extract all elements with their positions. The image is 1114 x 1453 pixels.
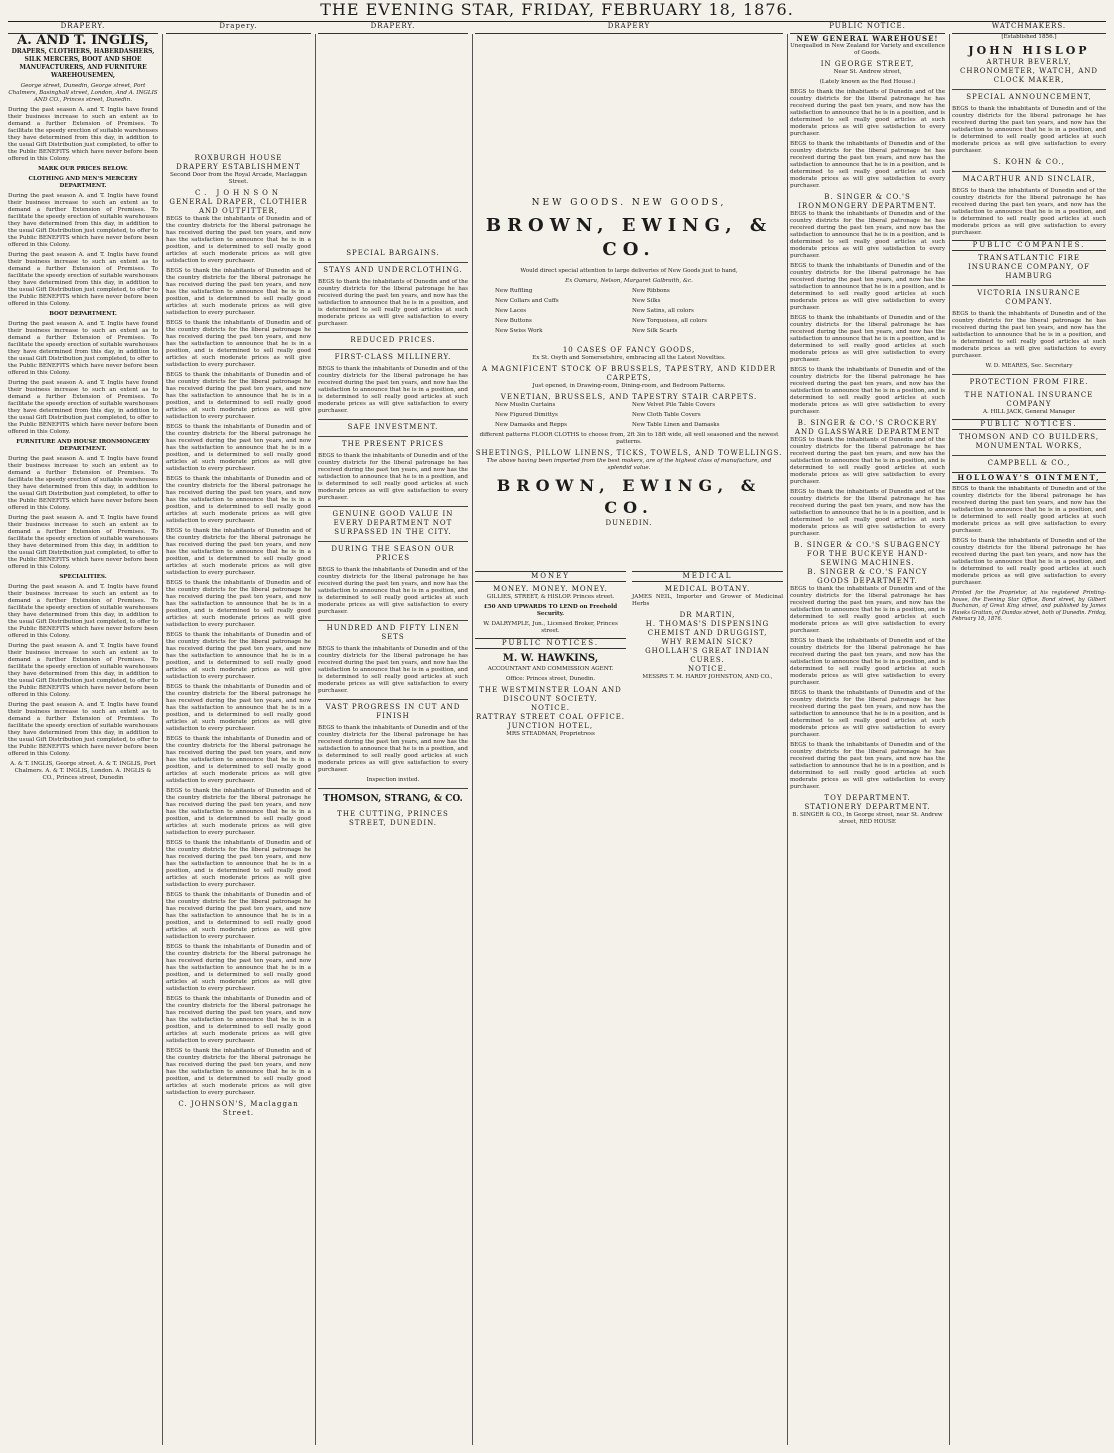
notice-hardy: MESSRS T. M. HARDY JOHNSTON, AND CO., [642,674,773,680]
brown-left2 [495,402,626,432]
cutting-vast-progress: VAST PROGRESS IN CUT AND FINISH [318,699,468,721]
singer-toy: TOY DEPARTMENT. [824,794,911,802]
money-dalrymple: W. DALRYMPLE, Jun., Licensed Broker, Princes street. [483,621,618,634]
cutting-genuine-value: GENUINE GOOD VALUE IN EVERY DEPARTMENT NOT SURPASSED IN THE CITY. [318,506,468,537]
singer-body-2: BEGS to thank the inhabitants of Dunedin and of the country districts for the liberal patronage he has received during the past ten years, and now has the satisfaction to announce that he is in a position, and is determined to sell really good articles at such moderate prices as will give satisfaction to every purchaser. [790,141,945,189]
brown-item-torquoises: New Torquoises, all colors [632,318,707,324]
brown-item-satins: New Satins, all colors [632,308,694,314]
singer-sub: Unequalled in New Zealand for Variety and excellence of Goods. [790,43,945,56]
inglis-body-repeat: During the past season A. and T. Inglis have found their business increase to such an extent as to demand a further Extension of Premises. To facilitate the speedy erection of suitable warehouses they have determined from this day, in addition to the usual Gift Distribution just completed, to offer to the Public BENEFITS which have never before been offered in this Colony. [8,193,158,248]
hislop-beverly: ARTHUR BEVERLY, [986,58,1072,66]
johnson-body: BEGS to thank the inhabitants of Dunedin and of the country districts for the liberal patronage he has received during the past ten years, and now has the satisfaction to announce that he is in a position, and is determined to sell really good articles at such moderate prices as will give satisfaction to every purchaser. [166,216,311,264]
imprint: Printed for the Proprietor, at his registered Printing-house, the Evening Star Office, Bond street, by Gilbert Buchanan, of Great King street, and published by James Hawks Grattan, of Dundas street, both of Dunedin. Friday, February 18, 1876. [952,590,1106,622]
money-title: MONEY. MONEY. MONEY. [493,585,608,593]
brown-item-dimittys: New Figured Dimittys [495,412,558,418]
brown-item-laces: New Laces [495,308,527,314]
singer-body-7: BEGS to thank the inhabitants of Dunedin and of the country districts for the liberal patronage he has received during the past ten years, and now has the satisfaction to announce that he is in a position, and is determined to sell really good articles at such moderate prices as will give satisfaction to every purchaser. [790,437,945,485]
inglis-body-repeat-5: During the past season A. and T. Inglis have found their business increase to such an extent as to demand a further Extension of Premises. To facilitate the speedy erection of suitable warehouses they have determined from this day, in addition to the usual Gift Distribution just completed, to offer to the Public BENEFITS which have never before been offered in this Colony. [8,456,158,511]
cutting-firm: THOMSON, STRANG, & CO. [318,788,468,806]
cutting-stays: STAYS AND UNDERCLOTHING. [318,262,468,275]
cutting-millinery-body: BEGS to thank the inhabitants of Dunedin and of the country districts for the liberal patronage he has received during the past ten years, and now has the satisfaction to announce that he is in a position, and is determined to sell really good articles at such moderate prices as will give satisfaction to every purchaser. [318,366,468,414]
brown-right2 [632,402,763,432]
cutting-linen-body: BEGS to thank the inhabitants of Dunedin and of the country districts for the liberal patronage he has received during the past ten years, and now has the satisfaction to announce that he is in a position, and is determined to sell really good articles at such moderate prices as will give satisfaction to every purchaser. [318,646,468,694]
johnson-body-10: BEGS to thank the inhabitants of Dunedin and of the country districts for the liberal patronage he has received during the past ten years, and now has the satisfaction to announce that he is in a position, and is determined to sell really good articles at such moderate prices as will give satisfaction to every purchaser. [166,684,311,732]
singer-body-10: BEGS to thank the inhabitants of Dunedin and of the country districts for the liberal patronage he has received during the past ten years, and now has the satisfaction to announce that he is in a position, and is determined to sell really good articles at such moderate prices as will give satisfaction to every purchaser. [790,638,945,686]
victoria-body: BEGS to thank the inhabitants of Dunedin and of the country districts for the liberal patronage he has received during the past ten years, and now has the satisfaction to announce that he is in a position, and is determined to sell really good articles at such moderate prices as will give satisfaction to every purchaser. [952,311,1106,359]
singer-sewing: B. SINGER & CO.'S SUBAGENCY FOR THE BUCKEYE HAND-SEWING MACHINES. [794,541,941,567]
junction-hotel: JUNCTION HOTEL, [507,722,594,730]
cutting-inspection: Inspection invited. [366,777,420,783]
public-companies-header: PUBLIC COMPANIES. [952,240,1106,251]
inglis-body-repeat-6: During the past season A. and T. Inglis have found their business increase to such an extent as to demand a further Extension of Premises. To facilitate the speedy erection of suitable warehouses they have determined from this day, in addition to the usual Gift Distribution just completed, to offer to the Public BENEFITS which have never before been offered in this Colony. [8,515,158,570]
victoria-meares: W. D. MEARES, Sec. Secretary [985,363,1073,369]
hawkins-name: M. W. HAWKINS, [502,653,599,664]
special-announcement: SPECIAL ANNOUNCEMENT, [952,89,1106,102]
singer-stationery: STATIONERY DEPARTMENT. [804,803,931,811]
hislop-chrono: CHRONOMETER, WATCH, AND CLOCK MAKER, [959,67,1098,84]
macarthur: MACARTHUR AND SINCLAIR, [952,171,1106,184]
inglis-body-repeat-4: During the past season A. and T. Inglis have found their business increase to such an extent as to demand a further Extension of Premises. To facilitate the speedy erection of suitable warehouses they have determined from this day, in addition to the usual Gift Distribution just completed, to offer to the Public BENEFITS which have never before been offered in this Colony. [8,380,158,435]
singer-body-12: BEGS to thank the inhabitants of Dunedin and of the country districts for the liberal patronage he has received during the past ten years, and now has the satisfaction to announce that he is in a position, and is determined to sell really good articles at such moderate prices as will give satisfaction to every purchaser. [790,742,945,790]
singer-crockery: B. SINGER & CO.'S CROCKERY AND GLASSWARE DEPARTMENT [794,419,941,436]
thomson-builders: THOMSON AND CO BUILDERS, MONUMENTAL WORKS, [958,433,1100,450]
cutting-reduced-prices: REDUCED PRICES. [318,332,468,345]
inglis-section-specialities: SPECIALITIES. [59,574,107,580]
money-header: MONEY [475,571,626,582]
steadman: MRS STEADMAN, Proprietress [506,731,595,737]
cutting-millinery: FIRST-CLASS MILLINERY. [318,349,468,362]
cutting-present-prices: THE PRESENT PRICES [318,436,468,449]
singer-body-9: BEGS to thank the inhabitants of Dunedin and of the country districts for the liberal patronage he has received during the past ten years, and now has the satisfaction to announce that he is in a position, and is determined to sell really good articles at such moderate prices as will give satisfaction to every purchaser. [790,586,945,634]
brown-item-swiss: New Swiss Work [495,328,543,334]
westminster: THE WESTMINSTER LOAN AND DISCOUNT SOCIETY. [479,686,622,703]
johnson-body-8: BEGS to thank the inhabitants of Dunedin and of the country districts for the liberal patronage he has received during the past ten years, and now has the satisfaction to announce that he is in a position, and is determined to sell really good articles at such moderate prices as will give satisfaction to every purchaser. [166,580,311,628]
singer-title: NEW GENERAL WAREHOUSE! [796,34,939,43]
brown-city: DUNEDIN. [605,519,653,527]
kohn-name: S. KOHN & CO., [993,158,1065,166]
roxburgh-title: ROXBURGH HOUSE [194,154,283,162]
johnson-body-6: BEGS to thank the inhabitants of Dunedin and of the country districts for the liberal patronage he has received during the past ten years, and now has the satisfaction to announce that he is in a position, and is determined to sell really good articles at such moderate prices as will give satisfaction to every purchaser. [166,476,311,524]
hamburg-insurance: TRANSATLANTIC FIRE INSURANCE COMPANY, OF HAMBURG [967,254,1090,280]
holloway-body-2: BEGS to thank the inhabitants of Dunedin and of the country districts for the liberal patronage he has received during the past ten years, and now has the satisfaction to announce that he is in a position, and is determined to sell really good articles at such moderate prices as will give satisfaction to every purchaser. [952,538,1106,586]
brown-firm: BROWN, EWING, & CO. [485,215,773,260]
singer-body-11: BEGS to thank the inhabitants of Dunedin and of the country districts for the liberal patronage he has received during the past ten years, and now has the satisfaction to announce that he is in a position, and is determined to sell really good articles at such moderate prices as will give satisfaction to every purchaser. [790,690,945,738]
hawkins-office: Office: Princes street, Dunedin. [505,676,596,682]
header-drapery-2: Drapery. [166,22,311,34]
brown-item-table-linen: New Table Linen and Damasks [632,422,720,428]
header-drapery-1: DRAPERY. [8,22,158,34]
brown-floor: different patterns FLOOR CLOTHS to choose from, 2ft 3in to 18ft wide, all well seasoned and the newest patterns. [479,432,779,445]
johnson-body-11: BEGS to thank the inhabitants of Dunedin and of the country districts for the liberal patronage he has received during the past ten years, and now has the satisfaction to announce that he is in a position, and is determined to sell really good articles at such moderate prices as will give satisfaction to every purchaser. [166,736,311,784]
medical-thomas: H. THOMAS'S DISPENSING CHEMIST AND DRUGGIST, [645,620,770,637]
header-drapery-4: DRAPERY [475,22,783,34]
johnson-body-17: BEGS to thank the inhabitants of Dunedin and of the country districts for the liberal patronage he has received during the past ten years, and now has the satisfaction to announce that he is in a position, and is determined to sell really good articles at such moderate prices as will give satisfaction to every purchaser. [166,1048,311,1096]
brown-item-cloth: New Cloth Table Covers [632,412,701,418]
johnson-body-5: BEGS to thank the inhabitants of Dunedin and of the country districts for the liberal patronage he has received during the past ten years, and now has the satisfaction to announce that he is in a position, and is determined to sell really good articles at such moderate prices as will give satisfaction to every purchaser. [166,424,311,472]
cutting-progress-body: BEGS to thank the inhabitants of Dunedin and of the country districts for the liberal patronage he has received during the past ten years, and now has the satisfaction to announce that he is in a position, and is determined to sell really good articles at such moderate prices as will give satisfaction to every purchaser. [318,725,468,773]
masthead: THE EVENING STAR, FRIDAY, FEBRUARY 18, 1876. [320,0,794,19]
brown-firm-2: BROWN, EWING, & CO. [496,476,762,517]
medical-header: MEDICAL [632,571,783,582]
brown-right-items [632,288,763,338]
singer-footer: B. SINGER & CO., In George street, near St. Andrew street, RED HOUSE [792,812,943,825]
singer-near: Near St. Andrew street, [833,69,902,75]
singer-body-3: BEGS to thank the inhabitants of Dunedin and of the country districts for the liberal patronage he has received during the past ten years, and now has the satisfaction to announce that he is in a position, and is determined to sell really good articles at such moderate prices as will give satisfaction to every purchaser. [790,211,945,259]
singer-body-4: BEGS to thank the inhabitants of Dunedin and of the country districts for the liberal patronage he has received during the past ten years, and now has the satisfaction to announce that he is in a position, and is determined to sell really good articles at such moderate prices as will give satisfaction to every purchaser. [790,263,945,311]
singer-body-5: BEGS to thank the inhabitants of Dunedin and of the country districts for the liberal patronage he has received during the past ten years, and now has the satisfaction to announce that he is in a position, and is determined to sell really good articles at such moderate prices as will give satisfaction to every purchaser. [790,315,945,363]
johnson-role: GENERAL DRAPER, CLOTHIER AND OUTFITTER, [169,198,308,215]
johnson-body-3: BEGS to thank the inhabitants of Dunedin and of the country districts for the liberal patronage he has received during the past ten years, and now has the satisfaction to announce that he is in a position, and is determined to sell really good articles at such moderate prices as will give satisfaction to every purchaser. [166,320,311,368]
campbell: CAMPBELL & CO., [952,455,1106,468]
column-inglis [8,34,163,1445]
money-lend: £50 AND UPWARDS TO LEND on Freehold Security. [483,604,618,617]
medical-botany: MEDICAL BOTANY. [664,585,751,593]
column-johnson [166,34,316,1445]
johnson-body-15: BEGS to thank the inhabitants of Dunedin and of the country districts for the liberal patronage he has received during the past ten years, and now has the satisfaction to announce that he is in a position, and is determined to sell really good articles at such moderate prices as will give satisfaction to every purchaser. [166,944,311,992]
column-brown-ewing [475,34,788,1445]
johnson-body-16: BEGS to thank the inhabitants of Dunedin and of the country districts for the liberal patronage he has received during the past ten years, and now has the satisfaction to announce that he is in a position, and is determined to sell really good articles at such moderate prices as will give satisfaction to every purchaser. [166,996,311,1044]
singer-street: IN GEORGE STREET, [820,60,915,68]
brown-ships: Ex Oamaru, Nelson, Margaret Galbraith, &c. [565,278,693,284]
cutting-stays-body: BEGS to thank the inhabitants of Dunedin and of the country districts for the liberal patronage he has received during the past ten years, and now has the satisfaction to announce that he is in a position, and is determined to sell really good articles at such moderate prices as will give satisfaction to every purchaser. [318,279,468,327]
cutting-address: THE CUTTING, PRINCES STREET, DUNEDIN. [337,810,449,827]
macarthur-body: BEGS to thank the inhabitants of Dunedin and of the country districts for the liberal patronage he has received during the past ten years, and now has the satisfaction to announce that he is in a position, and is determined to sell really good articles at such moderate prices as will give satisfaction to every purchaser. [952,188,1106,236]
inglis-body-repeat-9: During the past season A. and T. Inglis have found their business increase to such an extent as to demand a further Extension of Premises. To facilitate the speedy erection of suitable warehouses they have determined from this day, in addition to the usual Gift Distribution just completed, to offer to the Public BENEFITS which have never before been offered in this Colony. [8,702,158,757]
header-drapery-3: DRAPERY. [318,22,468,34]
medical-martin: DR MARTIN, [679,611,736,619]
column-watchmakers [952,34,1106,1445]
brown-cases-sub: Ex St. Osyth and Somersetshire, embracing all the Latest Novelties. [532,355,726,361]
national-jack: A. HILL JACK, General Manager [982,409,1076,415]
johnson-body-9: BEGS to thank the inhabitants of Dunedin and of the country districts for the liberal patronage he has received during the past ten years, and now has the satisfaction to announce that he is in a position, and is determined to sell really good articles at such moderate prices as will give satisfaction to every purchaser. [166,632,311,680]
medical-ghollah: GHOLLAH'S GREAT INDIAN CURES. [645,647,770,664]
roxburgh-location: Second Door from the Royal Arcade, Maclaggan Street. [169,172,308,185]
cutting-season: DURING THE SEASON OUR PRICES [318,541,468,563]
brown-item-ruffling: New Ruffling [495,288,533,294]
medical-column [632,568,783,741]
brown-intro: Would direct special attention to large deliveries of New Goods just to hand, [520,268,738,274]
inglis-section-prices: MARK OUR PRICES BELOW. [38,166,128,172]
hawkins-sub: ACCOUNTANT AND COMMISSION AGENT. [487,666,614,672]
brown-venetian: VENETIAN, BRUSSELS, AND TAPESTRY STAIR CARPETS. [500,393,758,401]
johnson-body-13: BEGS to thank the inhabitants of Dunedin and of the country districts for the liberal patronage he has received during the past ten years, and now has the satisfaction to announce that he is in a position, and is determined to sell really good articles at such moderate prices as will give satisfaction to every purchaser. [166,840,311,888]
singer-redhouse: (Lately known as the Red House.) [819,79,916,85]
inglis-section-boot: BOOT DEPARTMENT. [49,311,117,317]
johnson-body-12: BEGS to thank the inhabitants of Dunedin and of the country districts for the liberal patronage he has received during the past ten years, and now has the satisfaction to announce that he is in a position, and is determined to sell really good articles at such moderate prices as will give satisfaction to every purchaser. [166,788,311,836]
national-insurance: THE NATIONAL INSURANCE COMPANY [964,391,1094,408]
brown-cases: 10 CASES OF FANCY GOODS, [562,346,696,354]
inglis-section-clothing: CLOTHING AND MEN'S MERCERY DEPARTMENT. [28,176,138,189]
money-gillies: GILLIES, STREET, & HISLOP. Princes street. [486,594,615,600]
medical-neil: JAMES NEIL, Importer and Grower of Medicinal Herbs [632,594,783,607]
johnson-footer: C. JOHNSON'S, Maclaggan Street. [178,1100,299,1117]
brown-item-muslin: New Muslin Curtains [495,402,556,408]
inglis-body-repeat-2: During the past season A. and T. Inglis have found their business increase to such an extent as to demand a further Extension of Premises. To facilitate the speedy erection of suitable warehouses they have determined from this day, in addition to the usual Gift Distribution just completed, to offer to the Public BENEFITS which have never before been offered in this Colony. [8,252,158,307]
hislop-name: JOHN HISLOP [968,44,1090,57]
singer-fancy: B. SINGER & CO.'S FANCY GOODS DEPARTMENT. [807,568,928,585]
brown-item-velvet: New Velvet Pile Table Covers [632,402,716,408]
cutting-present-body: BEGS to thank the inhabitants of Dunedin and of the country districts for the liberal patronage he has received during the past ten years, and now has the satisfaction to announce that he is in a position, and is determined to sell really good articles at such moderate prices as will give satisfaction to every purchaser. [318,453,468,501]
column-singer [790,34,950,1445]
brown-new-goods: NEW GOODS. NEW GOODS, [531,198,727,208]
public-notices-header-2: PUBLIC NOTICES. [952,419,1106,430]
brown-sheetings: SHEETINGS, PILLOW LINENS, TICKS, TOWELS, AND TOWELLINGS. [475,449,783,457]
header-public-notice: PUBLIC NOTICE. [790,22,945,34]
public-notices-header: PUBLIC NOTICES. [475,638,626,649]
inglis-title: A. AND T. INGLIS, [17,34,149,48]
inglis-footer: A. & T. INGLIS, George street. A. & T. INGLIS, Port Chalmers. A. & T. INGLIS, London. A. INGLIS & CO., Princes street, Dunedin [10,761,156,781]
kohn-body: BEGS to thank the inhabitants of Dunedin and of the country districts for the liberal patronage he has received during the past ten years, and now has the satisfaction to announce that he is in a position, and is determined to sell really good articles at such moderate prices as will give satisfaction to every purchaser. [952,106,1106,154]
notice-1: NOTICE. [531,704,570,712]
inglis-body-repeat-7: During the past season A. and T. Inglis have found their business increase to such an extent as to demand a further Extension of Premises. To facilitate the speedy erection of suitable warehouses they have determined from this day, in addition to the usual Gift Distribution just completed, to offer to the Public BENEFITS which have never before been offered in this Colony. [8,584,158,639]
inglis-body-repeat-3: During the past season A. and T. Inglis have found their business increase to such an extent as to demand a further Extension of Premises. To facilitate the speedy erection of suitable warehouses they have determined from this day, in addition to the usual Gift Distribution just completed, to offer to the Public BENEFITS which have never before been offered in this Colony. [8,321,158,376]
cutting-linen-sets: HUNDRED AND FIFTY LINEN SETS [318,620,468,642]
inglis-address: George street, Dunedin, George street, Port Chalmers, Basinghall street, London, And A. INGLIS AND CO., Princes street, Dunedin. [8,83,158,103]
brown-item-scarfs: New Silk Scarfs [632,328,678,334]
cutting-season-body: BEGS to thank the inhabitants of Dunedin and of the country districts for the liberal patronage he has received during the past ten years, and now has the satisfaction to announce that he is in a position, and is determined to sell really good articles at such moderate prices as will give satisfaction to every purchaser. [318,567,468,615]
singer-body-1: BEGS to thank the inhabitants of Dunedin and of the country districts for the liberal patronage he has received during the past ten years, and now has the satisfaction to announce that he is in a position, and is determined to sell really good articles at such moderate prices as will give satisfaction to every purchaser. [790,89,945,137]
header-watchmakers: WATCHMAKERS. [952,22,1106,34]
rattray-coal: RATTRAY STREET COAL OFFICE. [475,713,626,721]
money-column [475,568,626,741]
johnson-name: C. JOHNSON [195,189,282,197]
inglis-subtitle: DRAPERS, CLOTHIERS, HABERDASHERS, SILK MERCERS, BOOT AND SHOE MANUFACTURERS, AND FURNITURE WAREHOUSEMEN, [11,48,155,79]
singer-ironmongery: B. SINGER & CO.'S IRONMONGERY DEPARTMENT. [798,193,937,210]
hislop-est: [Established 1856.] [1001,34,1057,40]
brown-carpets: A MAGNIFICENT STOCK OF BRUSSELS, TAPESTRY, AND KIDDER CARPETS, [482,365,776,382]
cutting-safe-investment: SAFE INVESTMENT. [318,419,468,432]
johnson-body-4: BEGS to thank the inhabitants of Dunedin and of the country districts for the liberal patronage he has received during the past ten years, and now has the satisfaction to announce that he is in a position, and is determined to sell really good articles at such moderate prices as will give satisfaction to every purchaser. [166,372,311,420]
brown-carpets-sub: Just opened, in Drawing-room, Dining-room, and Bedroom Patterns. [532,383,726,389]
holloway-body: BEGS to thank the inhabitants of Dunedin and of the country districts for the liberal patronage he has received during the past ten years, and now has the satisfaction to announce that he is in a position, and is determined to sell really good articles at such moderate prices as will give satisfaction to every purchaser. [952,486,1106,534]
protection-fire: PROTECTION FROM FIRE. [952,374,1106,387]
singer-body-8: BEGS to thank the inhabitants of Dunedin and of the country districts for the liberal patronage he has received during the past ten years, and now has the satisfaction to announce that he is in a position, and is determined to sell really good articles at such moderate prices as will give satisfaction to every purchaser. [790,489,945,537]
brown-note: The above having been imported from the best makers, are of the highest class of manufacture, and splendid value. [486,458,772,471]
johnson-body-2: BEGS to thank the inhabitants of Dunedin and of the country districts for the liberal patronage he has received during the past ten years, and now has the satisfaction to announce that he is in a position, and is determined to sell really good articles at such moderate prices as will give satisfaction to every purchaser. [166,268,311,316]
singer-body-6: BEGS to thank the inhabitants of Dunedin and of the country districts for the liberal patronage he has received during the past ten years, and now has the satisfaction to announce that he is in a position, and is determined to sell really good articles at such moderate prices as will give satisfaction to every purchaser. [790,367,945,415]
brown-item-silks: New Silks [632,298,661,304]
johnson-body-14: BEGS to thank the inhabitants of Dunedin and of the country districts for the liberal patronage he has received during the past ten years, and now has the satisfaction to announce that he is in a position, and is determined to sell really good articles at such moderate prices as will give satisfaction to every purchaser. [166,892,311,940]
brown-item-damasks: New Damasks and Repps [495,422,567,428]
brown-left-items [495,288,626,338]
medical-why: WHY REMAIN SICK? [661,638,754,646]
victoria-insurance: VICTORIA INSURANCE COMPANY. [952,285,1106,307]
inglis-section-furniture: FURNITURE AND HOUSE IRONMONGERY DEPARTMENT. [16,439,150,452]
inglis-body-repeat-8: During the past season A. and T. Inglis have found their business increase to such an extent as to demand a further Extension of Premises. To facilitate the speedy erection of suitable warehouses they have determined from this day, in addition to the usual Gift Distribution just completed, to offer to the Public BENEFITS which have never before been offered in this Colony. [8,643,158,698]
roxburgh-subtitle: DRAPERY ESTABLISHMENT [176,163,301,171]
cutting-special-bargains: SPECIAL BARGAINS. [346,249,440,257]
johnson-body-7: BEGS to thank the inhabitants of Dunedin and of the country districts for the liberal patronage he has received during the past ten years, and now has the satisfaction to announce that he is in a position, and is determined to sell really good articles at such moderate prices as will give satisfaction to every purchaser. [166,528,311,576]
brown-item-collars: New Collars and Cuffs [495,298,559,304]
notice-2: NOTICE. [688,665,727,673]
column-cutting [318,34,473,1445]
brown-item-buttons: New Buttons [495,318,532,324]
holloway-header: HOLLOWAY'S OINTMENT, [952,472,1106,483]
inglis-body: During the past season A. and T. Inglis have found their business increase to such an extent as to demand a further Extension of Premises. To facilitate the speedy erection of suitable warehouses they have determined from this day, in addition to the usual Gift Distribution just completed, to offer to the Public BENEFITS which have never before been offered in this Colony. [8,107,158,162]
brown-item-ribbons: New Ribbons [632,288,670,294]
